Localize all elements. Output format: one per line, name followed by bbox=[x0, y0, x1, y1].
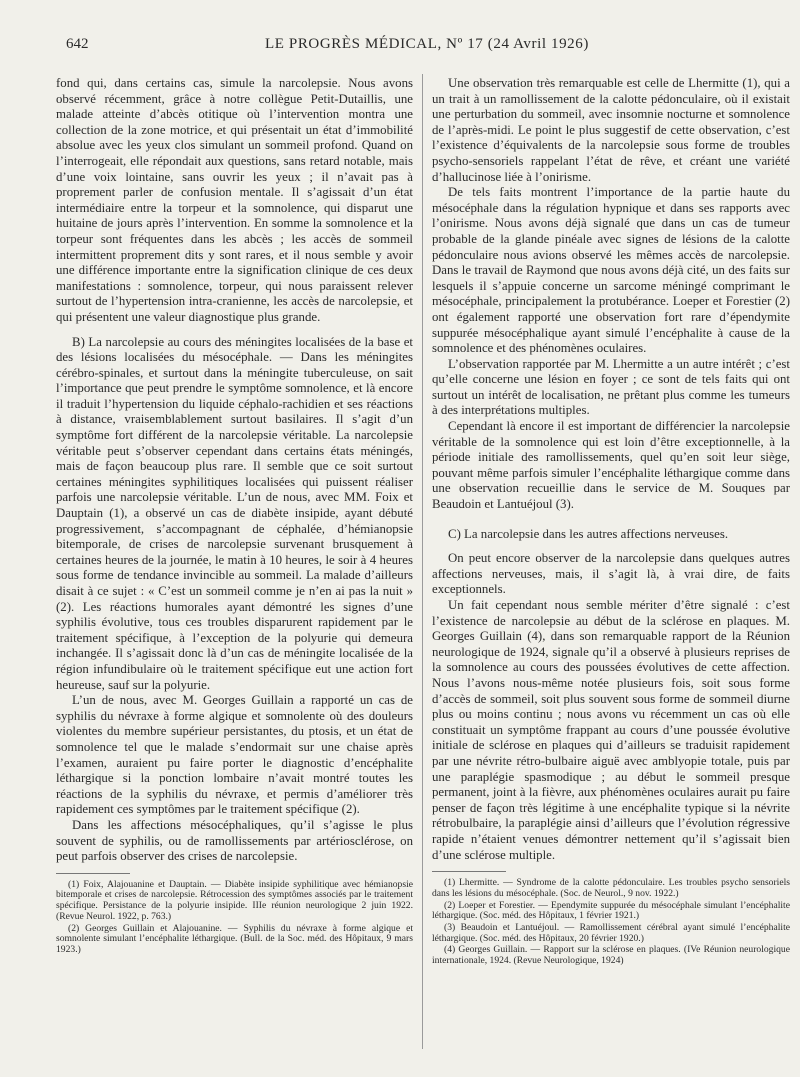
column-divider bbox=[422, 74, 423, 1049]
section-heading-c: C) La narcolepsie dans les autres affections nerveuses. bbox=[448, 526, 729, 541]
footnote-rule bbox=[56, 873, 130, 874]
running-head: LE PROGRÈS MÉDICAL, Nº 17 (24 Avril 1926) bbox=[265, 36, 589, 52]
paragraph: fond qui, dans certains cas, simule la narcolepsie. Nous avons observé récemment, grâce à notre collègue Petit-Dutaillis, une malade atteinte d’abcès otitique où l’intervention montra une collection de la zone motrice, et qui présentait un état d’immobilité absolue avec les yeux clos simulant un sommeil profond. Quand on l’interrogeait, elle répondait aux questions, sans retard notable, mais d’une voix lointaine, sans ouvrir les yeux ; il n’avait pas à proprement parler de confusion mentale. Il s’agissait d’un état intermédiaire entre la torpeur et la somnolence, qui disparut une huitaine de jours après l’intervention. En somme la somnolence et la torpeur sont fréquentes dans les abcès ; les accès de sommeil intermittent proprement dits y sont rares, et il nous semble y avoir une différence importante entre la signification clinique de ces deux manifestations : somnolence, torpeur, qui nous paraissent relever surtout de l’hypertension intra-cranienne, les accès de narcolepsie, et qui présentent une valeur diagnostique plus grande. bbox=[56, 76, 413, 324]
paragraph: Dans les affections mésocéphaliques, qu’il s’agisse le plus souvent de syphilis, ou de ramollissements par artériosclérose, on peut parfois observer des crises de narcolepsie. bbox=[56, 817, 413, 864]
footnote: (1) Foix, Alajouanine et Dauptain. — Diabète insipide syphilitique avec hémianopsie bitemporale et crises de narcolepsie. Rétrocession des symptômes associés par le traitement spécifique. Persistance de la polyurie insipide. IIIe réunion neurologique 2 juin 1922. (Revue Neurol. 1922, p. 763.) bbox=[56, 878, 413, 922]
paragraph: De tels faits montrent l’importance de la partie haute du mésocéphale dans la régulation hypnique et dans ses rapports avec l’onirisme. Nous avons déjà signalé que dans un cas de tumeur probable de la glande pinéale avec signes de lésions de la calotte pédonculaire nous avions observé les mêmes accès de narcolepsie. Dans le travail de Raymond que nous avons déjà cité, un des faits sur lesquels il s’appuie concerne un sarcome méningé comprimant le mésocéphale, principalement la protubérance. Loeper et Forestier (2) ont également rapporté une observation fort rare d’épendymite suppurée mésocéphalique ayant simulé l’encéphalite à cause de la somnolence et des phénomènes oculaires. bbox=[432, 185, 790, 356]
page-number: 642 bbox=[66, 36, 89, 52]
paragraph: Cependant là encore il est important de différencier la narcolepsie véritable de la somnolence qui est loin d’être exceptionnelle, à la période initiale des ramollissements, quel qu’en soit leur siège, pouvant même parfois simuler l’encéphalite léthargique comme dans une observation recueillie dans le service de M. Souques par Beaudoin et Lantuéjoul (3). bbox=[432, 419, 790, 512]
right-column bbox=[432, 76, 790, 968]
footnote: (4) Georges Guillain. — Rapport sur la sclérose en plaques. (IVe Réunion neurologique internationale, 1924. (Revue Neurologique, 1924) bbox=[432, 944, 790, 967]
page-header bbox=[66, 36, 788, 56]
paragraph-section-b: B) La narcolepsie au cours des méningites localisées de la base et des lésions localisées du mésocéphale. — Dans les méningites cérébro-spinales, et surtout dans la méningite tuberculeuse, on sait l’importance que peut prendre le symptôme somnolence, et là encore il traduit l’hypertension du liquide céphalo-rachidien et ses réactions à distance, vraisemblablement surtout basilaires. Il s’agit d’un symptôme fort différent de la narcolepsie véritable. La narcolepsie véritable peut s’observer cependant dans certains états méningés, mais de façon beaucoup plus rare. Il semble que ce soit surtout certaines méningites syphilitiques localisées qui puissent réaliser parfois une narcolepsie véritable. L’un de nous, avec MM. Foix et Dauptain (1), a observé un cas de diabète insipide, ayant débuté progressivement, s’accompagnant de céphalée, d’hémianopsie bitemporale, de crises de narcolepsie survenant brusquement à certaines heures de la journée, le matin à 10 heures, le soir à 4 heures sous forme de tendance invincible au sommeil. La malade d’ailleurs disait à ce sujet : « C’est un sommeil comme je n’en ai pas la nuit » (2). Les réactions humorales ayant démontré les signes d’une syphilis évolutive, tous ces troubles disparurent rapidement par le traitement spécifique, à l’exception de la polyurie qui demeura inchangée. Il s’agissait donc là d’un cas de méningite localisée de la région infundibulaire où le traitement spécifique eut une action fort heureuse, sauf sur la polyurie. bbox=[56, 334, 413, 692]
footnote: (2) Georges Guillain et Alajouanine. — Syphilis du névraxe à forme algique et somnolente simulant l’encéphalite léthargique. (Bull. de la Soc. méd. des Hôpitaux, 9 mars 1923.) bbox=[56, 922, 413, 955]
paragraph: L’un de nous, avec M. Georges Guillain a rapporté un cas de syphilis du névraxe à forme algique et somnolente où des douleurs violentes du membre supérieur persistantes, du ptosis, et un état de somnolence tel que le malade s’endormait sur une chaise après l’examen, auraient pu faire porter le diagnostic d’encéphalite léthargique si la ponction lombaire n’avait montré toutes les réactions de la syphilis du névraxe, et permis d’améliorer très rapidement ces symptômes par le traitement spécifique (2). bbox=[56, 693, 413, 817]
footnote: (1) Lhermitte. — Syndrome de la calotte pédonculaire. Les troubles psycho sensoriels dans les lésions du mésocéphale. (Soc. de Neurol., 9 nov. 1922.) bbox=[432, 877, 790, 899]
footnote: (2) Loeper et Forestier. — Ependymite suppurée du mésocéphale simulant l’encéphalite léthargique. (Soc. méd. des Hôpitaux, 1 février 1921.) bbox=[432, 899, 790, 922]
footnote: (3) Beaudoin et Lantuéjoul. — Ramollissement cérébral ayant simulé l’encéphalite léthargique. (Soc. méd. des Hôpitaux, 20 février 1920.) bbox=[432, 921, 790, 944]
footnote-rule bbox=[432, 871, 506, 872]
paragraph: L’observation rapportée par M. Lhermitte a un autre intérêt ; c’est qu’elle concerne une lésion en foyer ; ce sont de tels faits qui ont surtout un intérêt de localisation, ne prêtant plus comme les tumeurs à des interprétations multiples. bbox=[432, 356, 790, 418]
paragraph: Un fait cependant nous semble mériter d’être signalé : c’est l’existence de narcolepsie au début de la sclérose en plaques. M. Georges Guillain (4), dans son remarquable rapport de la Réunion neurologique de 1924, signale qu’il a observé à plusieurs reprises de la somnolence au cours des poussées évolutives de cette affection. Nous l’avons nous-même notée plusieurs fois, soit sous forme d’accès de sommeil, soit plus souvent sous forme de sommeil diurne plus ou moins continu ; nous avons vu récemment un cas où elle constituait un symptôme frappant au cours d’une poussée évolutive initiale de sclérose en plaques qui d’ailleurs se traduisit rapidement par une névrite rétro-bulbaire aiguë avec amblyopie totale, puis par une paraplégie spasmodique ; au début le sommeil presque permanent, joint à la fièvre, aux phénomènes oculaires aurait pu faire penser de façon très légitime à une encéphalite typique si la névrite rétrobulbaire, la paraplégie ainsi d’ailleurs que l’évolution régressive rapide n’étaient venues démontrer nettement qu’il s’agissait bien d’une sclérose multiple. bbox=[432, 598, 790, 862]
left-column bbox=[56, 76, 413, 957]
paragraph: On peut encore observer de la narcolepsie dans quelques autres affections nerveuses, mais, il s’agit là, à vrai dire, de faits exceptionnels. bbox=[432, 551, 790, 597]
paragraph: Une observation très remarquable est celle de Lhermitte (1), qui a un trait à un ramollissement de la calotte pédonculaire, où il existait une perturbation du sommeil, avec insomnie nocturne et somnolence de l’après-midi. Le point le plus suggestif de cette observation, c’est l’existence d’équivalents de la narcolepsie sous forme de troubles psycho-sensoriels rappelant l’état de rêve, et créant une variété d’hallucinose liée à l’onirisme. bbox=[432, 76, 790, 184]
